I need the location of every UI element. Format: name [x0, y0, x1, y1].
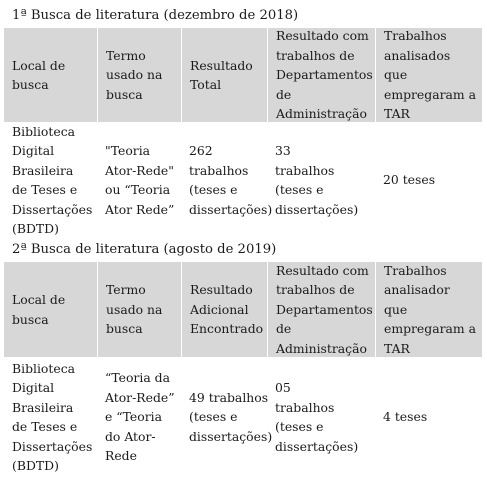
header-cell-local: Local de busca	[12, 292, 66, 327]
cell-resultado: 262 trabalhos (teses e dissertações)	[189, 143, 273, 217]
search2-data-row	[4, 357, 482, 477]
cell-local: Biblioteca Digital Brasileira de Teses e Dissertações (BDTD)	[12, 360, 93, 473]
header-cell-trabalhos: Trabalhos analisador que empregaram a TAR	[375, 262, 482, 357]
cell-trabalhos: 20 teses	[383, 172, 436, 188]
header-cell-local: Local de busca	[12, 57, 66, 92]
cell-trabalhos: 4 teses	[383, 409, 428, 425]
search1-header-row	[4, 28, 482, 122]
header-cell-resultado: Resultado Total	[181, 28, 267, 122]
header-cell-termo: Termo usado na busca	[97, 262, 181, 357]
cell-resultado: 49 trabalhos (teses e dissertações)	[189, 389, 273, 444]
cell-termo: "Teoria Ator-Rede" ou “Teoria Ator Rede”	[105, 143, 175, 217]
header-cell-termo: Termo usado na busca	[97, 28, 181, 122]
search1-data-row	[4, 122, 482, 238]
cell-termo: “Teoria da Ator-Rede” e “Teoria do Ator-Rede	[105, 370, 175, 464]
search2-title: 2ª Busca de literatura (agosto de 2019)	[12, 242, 277, 257]
header-cell-resultado: Resultado Adicional Encontrado	[181, 262, 267, 357]
header-cell-departamentos: Resultado com trabalhos de Departamentos de Administração	[267, 262, 375, 357]
cell-departamentos: 33 trabalhos (teses e dissertações)	[275, 143, 359, 217]
cell-local: Biblioteca Digital Brasileira de Teses e Dissertações (BDTD)	[12, 123, 93, 236]
cell-departamentos: 05 trabalhos (teses e dissertações)	[275, 380, 359, 454]
header-cell-departamentos: Resultado com trabalhos de Departamentos de Administração	[267, 28, 375, 122]
header-cell-trabalhos: Trabalhos analisados que empregaram a TAR	[375, 28, 482, 122]
search2-header-row	[4, 262, 482, 357]
search1-title: 1ª Busca de literatura (dezembro de 2018)	[12, 8, 299, 23]
